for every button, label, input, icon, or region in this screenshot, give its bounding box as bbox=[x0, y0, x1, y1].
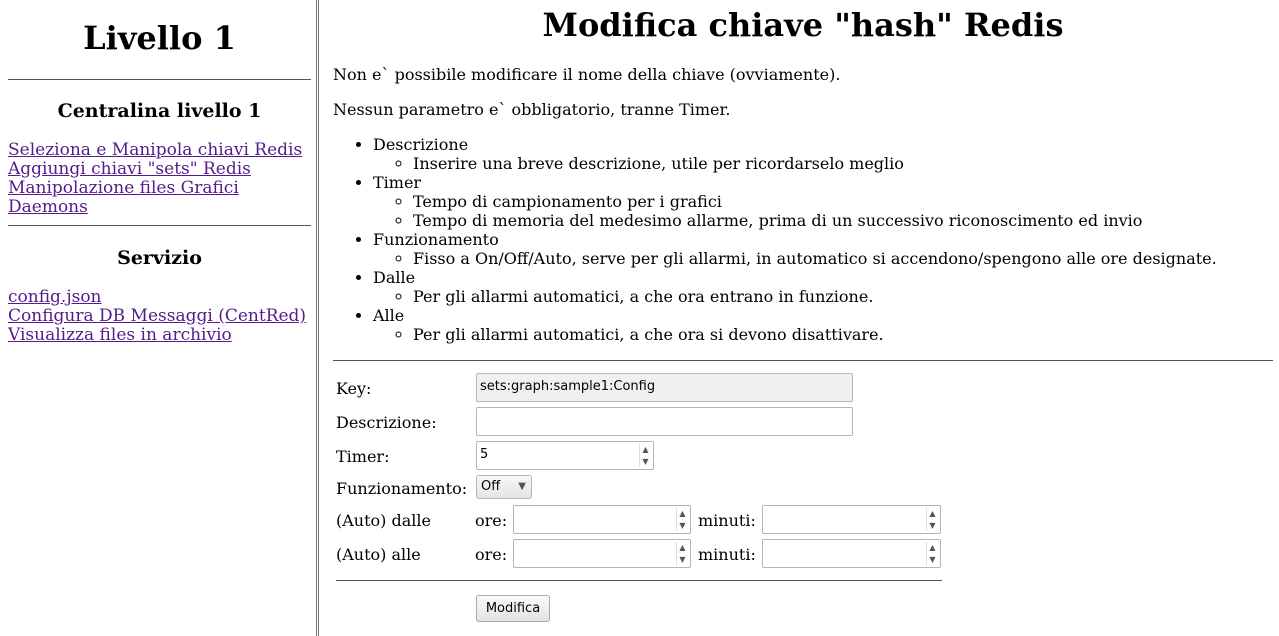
intro-text-1: Non e` possibile modificare il nome della chiave (ovviamente). bbox=[333, 65, 841, 84]
timer-label: Timer: bbox=[336, 447, 390, 466]
sidebar bbox=[0, 0, 319, 636]
list-item: ◦ Tempo di campionamento per i grafici bbox=[413, 192, 1217, 211]
list-item: ◦ Fisso a On/Off/Auto, serve per gli allarmi, in automatico si accendono/spengono alle ore designate. bbox=[413, 249, 1217, 268]
spin-down-icon[interactable]: ▼ bbox=[679, 555, 686, 564]
dalle-ore-input[interactable] bbox=[513, 505, 691, 534]
page-title: Modifica chiave "hash" Redis bbox=[542, 6, 1064, 44]
alle-minuti-label: minuti: bbox=[698, 545, 756, 564]
timer-value: 5 bbox=[480, 447, 489, 462]
alle-ore-input[interactable] bbox=[513, 539, 691, 568]
chevron-down-icon: ▼ bbox=[518, 481, 526, 492]
dalle-ore-label: ore: bbox=[475, 511, 508, 530]
timer-stepper[interactable] bbox=[639, 444, 651, 467]
divider bbox=[333, 360, 1273, 361]
list-item: • Descrizione ◦ Inserire una breve descrizione, utile per ricordarselo meglio bbox=[373, 135, 1217, 173]
divider bbox=[8, 79, 311, 80]
spin-up-icon[interactable]: ▲ bbox=[679, 509, 686, 518]
sidebar-title: Livello 1 bbox=[83, 19, 236, 57]
list-item: • Alle ◦ Per gli allarmi automatici, a che ora si devono disattivare. bbox=[373, 306, 1217, 344]
timer-input[interactable] bbox=[476, 441, 654, 470]
alle-label: (Auto) alle bbox=[336, 545, 421, 564]
dalle-ore-stepper[interactable] bbox=[676, 508, 688, 531]
key-label: Key: bbox=[336, 379, 372, 398]
spin-down-icon[interactable]: ▼ bbox=[642, 457, 649, 466]
divider bbox=[8, 225, 311, 226]
link-configura-db[interactable]: Configura DB Messaggi (CentRed) bbox=[8, 306, 307, 326]
alle-ore-label: ore: bbox=[475, 545, 508, 564]
list-item: • Dalle ◦ Per gli allarmi automatici, a che ora entrano in funzione. bbox=[373, 268, 1217, 306]
spin-up-icon[interactable]: ▲ bbox=[929, 509, 936, 518]
link-manipolazione-grafici[interactable]: Manipolazione files Grafici bbox=[8, 178, 239, 198]
link-aggiungi-sets[interactable]: Aggiungi chiavi "sets" Redis bbox=[8, 159, 251, 179]
key-field[interactable]: sets:graph:sample1:Config bbox=[476, 373, 853, 402]
spin-down-icon[interactable]: ▼ bbox=[929, 555, 936, 564]
link-seleziona-manipola[interactable]: Seleziona e Manipola chiavi Redis bbox=[8, 140, 303, 160]
alle-minuti-stepper[interactable] bbox=[926, 542, 938, 565]
descrizione-label: Descrizione: bbox=[336, 413, 437, 432]
dalle-minuti-input[interactable] bbox=[762, 505, 941, 534]
servizio-link-list bbox=[8, 288, 306, 345]
spin-up-icon[interactable]: ▲ bbox=[679, 543, 686, 552]
alle-minuti-input[interactable] bbox=[762, 539, 941, 568]
list-item: ◦ Inserire una breve descrizione, utile per ricordarselo meglio bbox=[413, 154, 1217, 173]
dalle-label: (Auto) dalle bbox=[336, 511, 431, 530]
dalle-minuti-label: minuti: bbox=[698, 511, 756, 530]
centralina-link-list bbox=[8, 141, 302, 217]
section-title-servizio: Servizio bbox=[117, 247, 202, 269]
spin-up-icon[interactable]: ▲ bbox=[929, 543, 936, 552]
link-daemons[interactable]: Daemons bbox=[8, 197, 88, 217]
spin-down-icon[interactable]: ▼ bbox=[929, 521, 936, 530]
list-item: ◦ Per gli allarmi automatici, a che ora si devono disattivare. bbox=[413, 325, 1217, 344]
funzionamento-label: Funzionamento: bbox=[336, 479, 468, 498]
spin-up-icon[interactable]: ▲ bbox=[642, 445, 649, 454]
intro-text-2: Nessun parametro e` obbligatorio, tranne Timer. bbox=[333, 100, 731, 119]
spin-down-icon[interactable]: ▼ bbox=[679, 521, 686, 530]
link-visualizza-archivio[interactable]: Visualizza files in archivio bbox=[8, 325, 232, 345]
alle-ore-stepper[interactable] bbox=[676, 542, 688, 565]
link-config-json[interactable]: config.json bbox=[8, 287, 102, 307]
parameter-list bbox=[333, 135, 1217, 344]
section-title-centralina: Centralina livello 1 bbox=[57, 100, 262, 122]
dalle-minuti-stepper[interactable] bbox=[926, 508, 938, 531]
divider bbox=[336, 580, 942, 581]
funzionamento-select[interactable] bbox=[476, 475, 532, 499]
funzionamento-selected: Off bbox=[481, 479, 501, 494]
descrizione-input[interactable] bbox=[476, 407, 853, 436]
list-item: • Timer ◦ Tempo di campionamento per i grafici ◦ Tempo di memoria del medesimo allarme, prima di un successivo riconoscimento ed invio bbox=[373, 173, 1217, 230]
main-content bbox=[333, 0, 1273, 636]
list-item: ◦ Per gli allarmi automatici, a che ora entrano in funzione. bbox=[413, 287, 1217, 306]
modifica-button[interactable]: Modifica bbox=[476, 595, 550, 622]
list-item: • Funzionamento ◦ Fisso a On/Off/Auto, serve per gli allarmi, in automatico si accendono/spengono alle ore designate. bbox=[373, 230, 1217, 268]
list-item: ◦ Tempo di memoria del medesimo allarme, prima di un successivo riconoscimento ed invio bbox=[413, 211, 1217, 230]
